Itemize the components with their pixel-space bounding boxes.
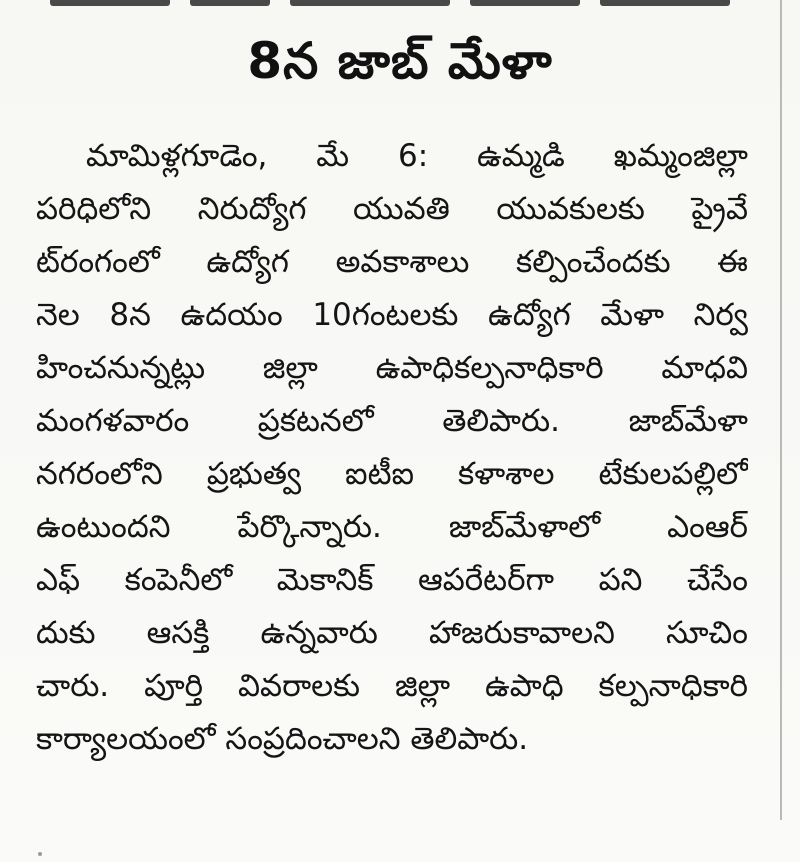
article-line: ట్‌రంగంలో ఉద్యోగ అవకాశాలు కల్పించేందకు ఈ <box>36 244 748 280</box>
article-line: హించనున్నట్లు జిల్లా ఉపాధికల్పనాధికారి మాధవి <box>36 350 748 386</box>
article-body <box>36 130 748 766</box>
article-line: నగరంలోని ప్రభుత్వ ఐటీఐ కళాశాల టేకులపల్లిలో <box>36 456 748 492</box>
article-line: నెల 8న ఉదయం 10గంటలకు ఉద్యోగ మేళా నిర్వ <box>36 297 748 333</box>
article-line: పరిధిలోని నిరుద్యోగ యువతి యువకులకు ప్రైవే <box>36 191 748 227</box>
article-line: మామిళ్లగూడెం, మే 6: ఉమ్మడి ఖమ్మంజిల్లా <box>86 138 748 174</box>
article-line: మంగళవారం ప్రకటనలో తెలిపారు. జాబ్‌మేళా <box>36 403 748 439</box>
article-line: కార్యాలయంలో సంప్రదించాలని తెలిపారు. <box>36 721 529 757</box>
print-speck <box>38 852 42 856</box>
headline: 8న జాబ్ మేళా <box>247 32 553 90</box>
cropped-previous-headline <box>40 0 740 10</box>
article-line: ఎఫ్ కంపెనీలో మెకానిక్ ఆపరేటర్‌గా పని చేసేం <box>36 562 748 598</box>
column-divider <box>780 0 782 820</box>
article-line: ఉంటుందని పేర్కొన్నారు. జాబ్‌మేళాలో ఎంఆర్ <box>36 509 748 545</box>
article-line: దుకు ఆసక్తి ఉన్నవారు హాజరుకావాలని సూచిం <box>36 615 748 651</box>
article-line: చారు. పూర్తి వివరాలకు జిల్లా ఉపాధి కల్పనాధికారి <box>36 668 748 704</box>
